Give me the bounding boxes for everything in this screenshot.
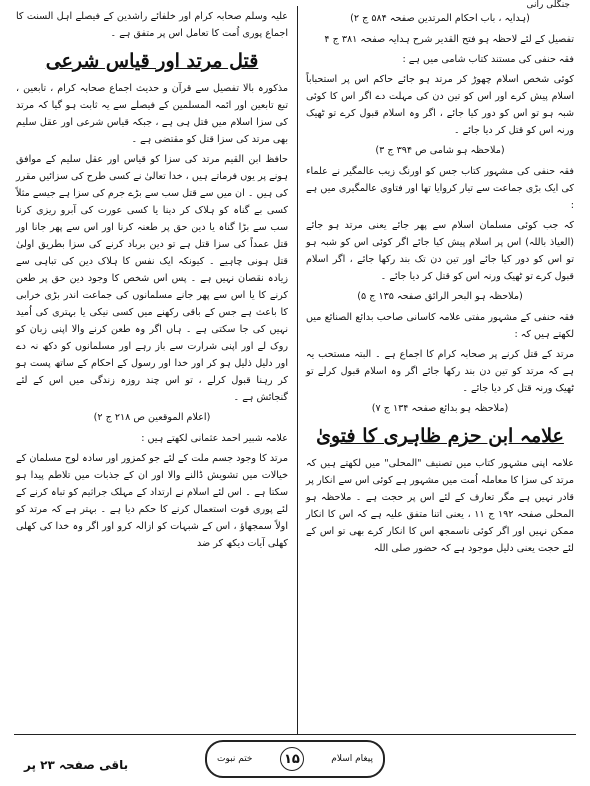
reference-line: (ملاحظہ ہو بدائع صفحہ ۱۳۴ ج ۷) [371, 403, 509, 414]
paragraph: مرتد کے قتل کرنے پر صحابہ کرام کا اجماع ہے ۔ البتہ مستحب یہ ہے کہ مرتد کو تین دن بند رکھا جائے اگر وہ اسلام قبول کرلے تو ٹھیک ورنہ قتل کر دیا جائے ۔ [306, 349, 574, 394]
paragraph: کہ جب کوئی مسلمان اسلام سے پھر جائے یعنی مرتد ہو جائے (العیاذ باللہ) اس پر اسلام پیش کیا جائے اگر کوئی اس کو شبہ ہو تو اس کو دور کیا جائے اور تین دن تک بند رکھا جائے ، اگر اسلام قبول کرے تو ٹھیک ورنہ اس کو قتل کر دیا جائے ۔ [306, 220, 574, 282]
paragraph: علیہ وسلم صحابہ کرام اور خلفائے راشدین کے فیصلے اہل السنت کا اجماع پوری اُمت کا تعامل اس پر متفق ہے ۔ [16, 11, 288, 39]
section-heading: علامہ ابن حزم ظاہری کا فتویٰ [316, 425, 564, 447]
paragraph: فقہ حنفی کے مشہور مفتی علامہ کاسانی صاحب بدائع الصنائع میں لکھتے ہیں کہ : [306, 312, 574, 340]
paragraph: فقہ حنفی کی مشہور کتاب جس کو اورنگ زیب عالمگیر نے علماء کی ایک بڑی جماعت سے تیار کروایا تھا اور فتاوی عالمگیری میں ہے : [306, 166, 574, 211]
footer-ornament [205, 740, 385, 778]
footer-label-right: پیغام اسلام [331, 754, 373, 764]
paragraph: مرتد کا وجود جسم ملت کے لئے جو کمزور اور سادہ لوح مسلمان کے خیالات میں تشویش ڈالنے والا اور ان کے جذبات میں تلاطم پیدا ہو سکتا ہے ۔ اس لئے اسلام نے ارتداد کے مہلک جراثیم کو تباہ کرنے کے لئے پوری قوت استعمال کرنے کا حکم دیا ہے ۔ بہتر ہے کہ مرتد کو اولاً سمجھاؤ ، اس کے شبہات کو ازالہ کرو اور اگر وہ خدا کی کھلی کھلی آیات دیکھ کر ضد [16, 453, 288, 549]
paragraph: علامہ اپنی مشہور کتاب میں تصنیف "المحلی" میں لکھتے ہیں کہ مرتد کی سزا کا معاملہ اُمت میں مشہور ہے کوئی اس سے انکار پر قادر نہیں ہے مگر تعارف کے لئے اس پر حجت ہے ۔ ملاحظہ ہو المحلی صفحہ ۱۹۲ ج ۱۱ ، یعنی اتنا متفق علیہ ہے کہ اس کا انکار ممکن نہیں اور اگر کوئی ناسمجھ اس کا انکار کرے بھی تو اس کے لئے حجت یعنی دلیل موجود ہے کہ حضور صلی اللہ [306, 458, 574, 554]
reference-line: (اعلام الموقعین ص ۲۱۸ ج ۲) [93, 412, 211, 423]
paragraph: مذکورہ بالا تفصیل سے قرآن و حدیث اجماع صحابہ کرام ، تابعین ، تبع تابعین اور ائمہ المسلمین کے فیصلے سے یہ ثابت ہو گیا کہ مرتد کی سزا اسلام میں قتل ہی ہے ، جبکہ قیاس شرعی اور عقل سلیم بھی مرتد کی سزا قتل کو مقتضی ہے ۔ [16, 83, 288, 145]
footer-label-left: ختم نبوت [217, 754, 253, 764]
paragraph: حافظ ابن القیم مرتد کی سزا کو قیاس اور عقل سلیم کے موافق ہونے پر یوں فرماتے ہیں ، خدا تعالیٰ نے کسی طرح کی سزائیں مقرر کی ہیں ۔ ان میں سے قتل سب سے بڑے جرم کی سزا ہے جیسے مثلاً کسی بے گناہ کو ہلاک کر دینا یا کسی عورت کی آبرو ریزی کرنا سب سے بڑا گناہ یا دین حق پر طعنہ کرنا اور اس سے پھر جانا اور قتل عمداً کی سزا قتل ہے تو دین برباد کرنے کی سزا بطریق اولیٰ قتل ہونی چاہیے ۔ کیونکہ ایک نفس کا ہلاک دین کی تباہی سے زیادہ نقصان نہیں ہے ۔ پس اس شخص کا وجود دین حق پر طعن کرنے کا یا اس سے پھر جانے مسلمانوں کی جماعت اندر بڑی خرابی کا باعث ہے جس کے باقی رکھنے میں کسی نیکی یا بہتری کی اُمید نہیں کی جا سکتی ہے ۔ ہاں اگر وہ طعن کرنے والا اپنی زبان کو روک لے اور اپنی شرارت سے باز رہے اور مسلمانوں کو دکھ نہ دے اور دلیل ذلیل ہو کر اور خدا اور رسول کے احکام کے ساتھ پست ہو کر رہنا قبول کرلے ، تو اس چند روزہ زندگی میں اس کے لئے گنجائش ہے ۔ [16, 154, 288, 403]
header-note: جنگلی رانی [526, 0, 570, 10]
bottom-rule [14, 734, 576, 735]
reference-line: (ملاحظہ ہو البحر الرائق صفحہ ۱۳۵ ج ۵) [357, 291, 523, 302]
column-divider [297, 6, 298, 734]
page-number: ۱۵ [280, 747, 304, 771]
continued-note: باقی صفحہ ۲۳ پر [24, 758, 129, 772]
left-column [16, 8, 288, 555]
right-column [306, 8, 574, 560]
paragraph: علامہ شبیر احمد عثمانی لکھتے ہیں : [141, 433, 288, 444]
reference-line: (ملاحظہ ہو شامی ص ۳۹۴ ج ۳) [375, 145, 505, 156]
section-heading: قتل مرتد اور قیاس شرعی [45, 50, 259, 72]
paragraph: تفصیل کے لئے لاحظہ ہو فتح القدیر شرح ہدایہ صفحہ ۳۸۱ ج ۴ [324, 34, 574, 45]
reference-line: (ہدایہ ، باب احکام المرتدین صفحہ ۵۸۴ ج ۲) [350, 13, 530, 24]
paragraph: کوئی شخص اسلام چھوڑ کر مرتد ہو جائے حاکم اس پر استحباباً اسلام پیش کرے اور اس کو تین دن کی مہلت دے اگر اس کا کوئی شبہ ہو تو اس کو دور کیا جائے ، اگر وہ اسلام قبول کرے تو ٹھیک ورنہ اس کو قتل کر دیا جائے ۔ [306, 74, 574, 136]
paragraph: فقہ حنفی کی مستند کتاب شامی میں ہے : [402, 54, 574, 65]
